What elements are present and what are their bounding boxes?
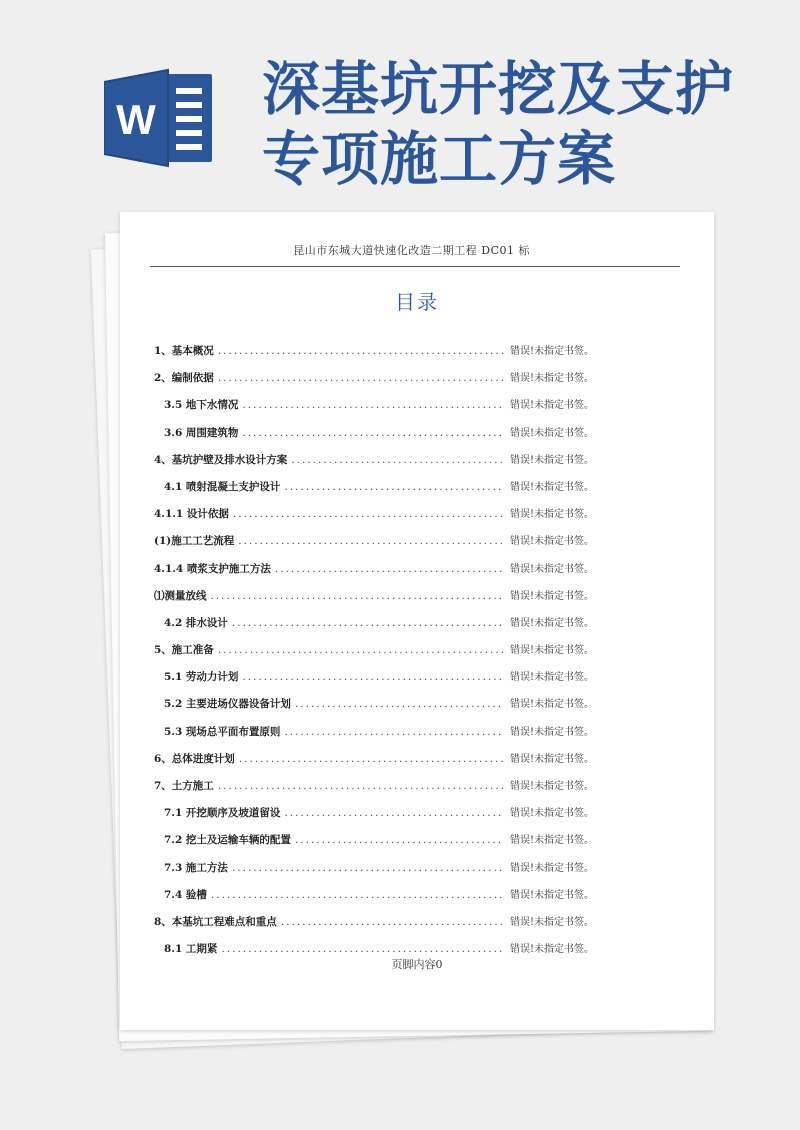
toc-entry[interactable] [154,691,594,718]
toc-leader-dots [218,637,504,664]
toc-entry-text: 5.3 现场总平面布置原则 [164,725,281,738]
toc-leader-dots [275,556,504,583]
toc-leader-dots [291,447,504,474]
svg-text:W: W [116,96,156,143]
toc-entry-text: 7.4 验槽 [164,888,207,901]
toc-entry-page: 错误!未指定书签。 [509,835,594,847]
toc-entry-page: 错误!未指定书签。 [509,944,594,956]
toc-leader-dots [232,610,504,637]
toc-leader-dots [295,827,504,854]
toc-entry[interactable] [154,855,594,882]
toc-leader-dots [211,583,504,610]
toc-entry-page: 错误!未指定书签。 [509,454,594,466]
toc-entry-page: 错误!未指定书签。 [509,509,594,521]
banner-title-line-2: 专项施工方案 [262,125,617,193]
toc-leader-dots [218,365,504,392]
toc-entry-text: 7.3 施工方法 [164,861,228,874]
toc-entry[interactable] [154,420,594,447]
toc-entry-text: 4.1 喷射混凝土支护设计 [164,480,281,493]
toc-entry-text: 5、施工准备 [154,644,214,657]
toc-entry-text: 2、编制依据 [154,372,214,385]
toc-leader-dots [242,664,504,691]
toc-leader-dots [232,855,504,882]
toc-entry-page: 错误!未指定书签。 [509,672,594,684]
toc-entry[interactable] [154,664,594,691]
toc-entry-page: 错误!未指定书签。 [509,862,594,874]
toc-entry-text: 5.2 主要进场仪器设备计划 [164,698,291,711]
toc-entry-text: 4、基坑护壁及排水设计方案 [154,453,288,466]
toc-entry[interactable] [154,583,594,610]
toc-entry-text: ⑴测量放线 [154,589,207,602]
table-of-contents [154,338,594,963]
toc-leader-dots [284,719,504,746]
toc-leader-dots [238,528,504,555]
toc-entry-text: 6、总体进度计划 [154,752,235,765]
toc-entry-text: 7.2 挖土及运输车辆的配置 [164,834,291,847]
toc-entry-page: 错误!未指定书签。 [509,889,594,901]
toc-entry-page: 错误!未指定书签。 [509,590,594,602]
toc-entry-text: 4.1.1 设计依据 [154,508,229,521]
toc-leader-dots [218,773,504,800]
toc-entry[interactable] [154,882,594,909]
document-page [120,212,714,1030]
toc-entry[interactable] [154,528,594,555]
word-document-icon [104,68,216,168]
toc-entry-page: 错误!未指定书签。 [509,563,594,575]
toc-entry-text: 7.1 开挖顺序及坡道留设 [164,807,281,820]
toc-entry-page: 错误!未指定书签。 [509,916,594,928]
page-footer: 页脚内容0 [391,958,443,971]
toc-entry[interactable] [154,909,594,936]
toc-entry-text: 7、土方施工 [154,780,214,792]
toc-entry[interactable] [154,800,594,827]
toc-entry-page: 错误!未指定书签。 [509,753,594,765]
toc-entry[interactable] [154,338,594,365]
toc-entry-text: 4.2 排水设计 [164,616,228,629]
toc-leader-dots [295,691,504,718]
toc-entry[interactable] [154,365,594,392]
document-banner-title [262,54,782,194]
toc-leader-dots [281,909,504,936]
toc-entry[interactable] [154,719,594,746]
toc-entry-page: 错误!未指定书签。 [509,427,594,439]
toc-title: 目录 [395,290,439,314]
toc-leader-dots [242,392,504,419]
toc-entry-text: 3.6 周围建筑物 [164,426,239,439]
toc-leader-dots [284,474,504,501]
toc-leader-dots [211,882,504,909]
toc-entry-page: 错误!未指定书签。 [509,726,594,738]
toc-entry-text: 5.1 劳动力计划 [164,671,239,684]
toc-entry-text: 3.5 地下水情况 [164,399,239,412]
toc-entry[interactable] [154,392,594,419]
toc-leader-dots [233,501,504,528]
toc-entry[interactable] [154,447,594,474]
toc-entry-page: 错误!未指定书签。 [509,536,594,548]
toc-entry-page: 错误!未指定书签。 [509,400,594,412]
toc-entry-text: 8、本基坑工程难点和重点 [154,915,277,928]
banner-title-line-1: 深基坑开挖及支护 [262,55,735,123]
toc-entry-page: 错误!未指定书签。 [509,481,594,493]
toc-entry-text: 4.1.4 喷浆支护施工方法 [154,562,271,575]
toc-entry-text: (1)施工工艺流程 [154,535,235,548]
toc-entry-page: 错误!未指定书签。 [509,373,594,385]
toc-entry-text: 8.1 工期紧 [164,943,218,956]
toc-entry[interactable] [154,773,594,800]
toc-entry-page: 错误!未指定书签。 [509,699,594,711]
toc-entry-page: 错误!未指定书签。 [509,645,594,657]
toc-entry-page: 错误!未指定书签。 [509,346,594,357]
toc-leader-dots [242,420,504,447]
toc-entry-page: 错误!未指定书签。 [509,808,594,820]
toc-leader-dots [218,338,504,365]
toc-entry[interactable] [154,610,594,637]
toc-leader-dots [284,800,504,827]
toc-entry[interactable] [154,827,594,854]
toc-entry[interactable] [154,637,594,664]
toc-entry-page: 错误!未指定书签。 [509,617,594,629]
toc-entry-text: 1、基本概况 [154,345,214,357]
toc-entry-page: 错误!未指定书签。 [509,781,594,792]
toc-entry[interactable] [154,556,594,583]
toc-entry[interactable] [154,501,594,528]
toc-leader-dots [239,746,504,773]
toc-entry[interactable] [154,474,594,501]
page-header: 昆山市东城大道快速化改造二期工程 DC01 标 [150,242,680,267]
toc-entry[interactable] [154,746,594,773]
